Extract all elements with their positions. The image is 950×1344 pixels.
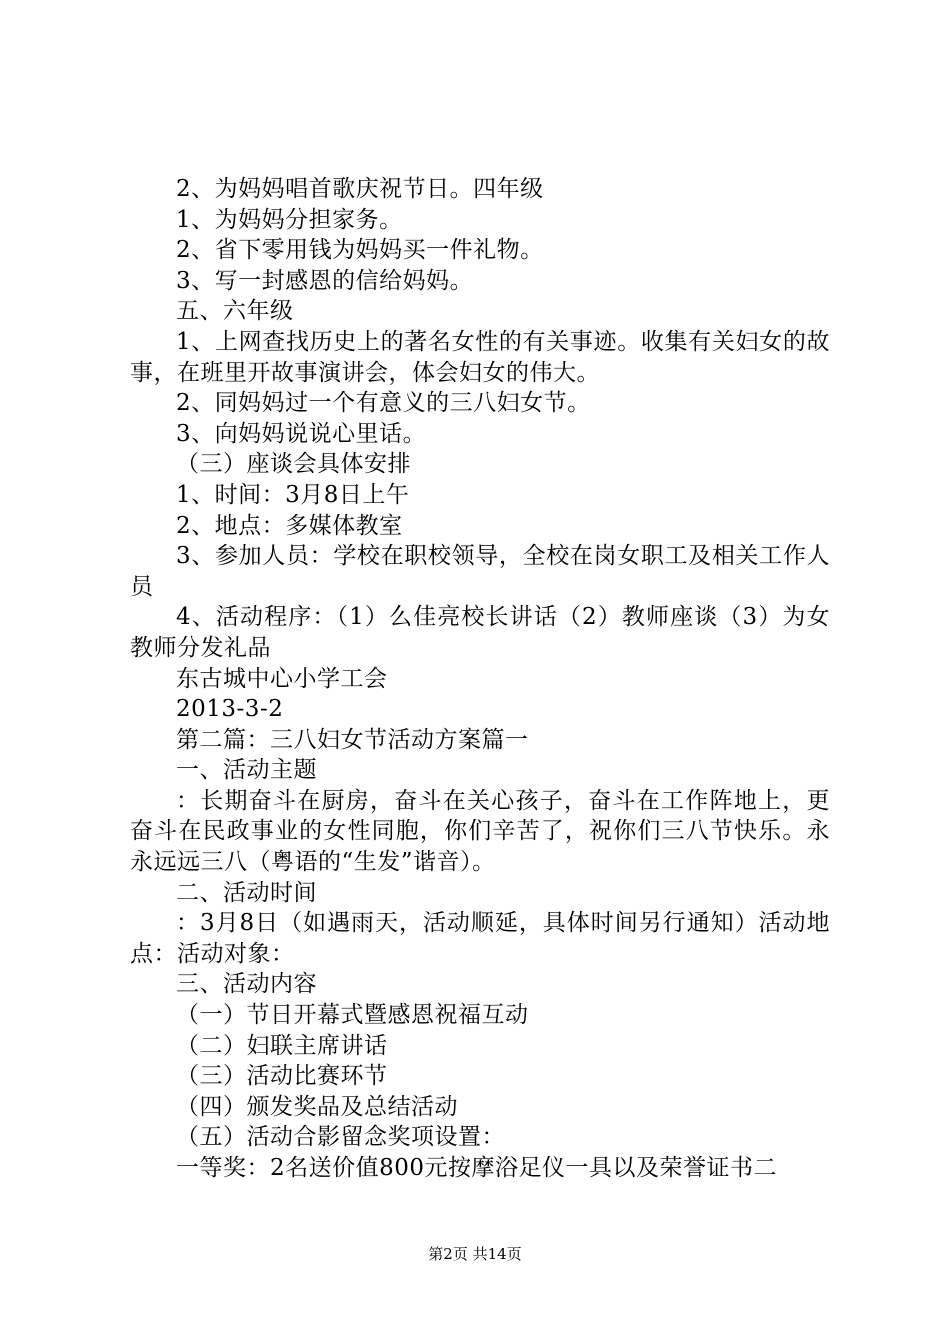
- paragraph: （一）节日开幕式暨感恩祝福互动: [176, 1002, 529, 1029]
- paragraph: （二）妇联主席讲话: [176, 1032, 388, 1059]
- paragraph: 3、写一封感恩的信给妈妈。: [176, 267, 474, 294]
- paragraph: 1、时间：3月8日上午: [176, 481, 410, 508]
- paragraph: 3、参加人员：学校在职校领导，全校在岗女职工及相关工作人员: [130, 543, 830, 600]
- paragraph: 二、活动时间: [176, 879, 317, 906]
- paragraph: 2、为妈妈唱首歌庆祝节日。四年级: [176, 176, 544, 202]
- paragraph: 第二篇：三八妇女节活动方案篇一: [176, 726, 529, 753]
- page-footer: [0, 1244, 950, 1264]
- page-number: 第2页 共14页: [428, 1245, 522, 1263]
- paragraph: ：长期奋斗在厨房，奋斗在关心孩子，奋斗在工作阵地上，更奋斗在民政事业的女性同胞，你们辛苦了，祝你们三八节快乐。永永远远三八（粤语的“生发”谐音）。: [130, 787, 830, 876]
- document-body: [130, 174, 830, 1184]
- paragraph: 4、活动程序：（1）么佳亮校长讲话（2）教师座谈（3）为女教师分发礼品: [130, 604, 830, 661]
- paragraph: 2013-3-2: [176, 696, 284, 723]
- paragraph: 一等奖：2名送价值800元按摩浴足仪一具以及荣誉证书二: [176, 1155, 778, 1181]
- paragraph: 2、地点：多媒体教室: [176, 512, 403, 539]
- paragraph: 一、活动主题: [176, 757, 317, 784]
- paragraph: 1、上网查找历史上的著名女性的有关事迹。收集有关妇女的故事，在班里开故事演讲会，体会妇女的伟大。: [130, 328, 830, 386]
- paragraph: （五）活动合影留念奖项设置：: [176, 1124, 505, 1151]
- paragraph: 东古城中心小学工会: [176, 665, 388, 692]
- paragraph: 3、向妈妈说说心里话。: [176, 420, 427, 447]
- paragraph: 五、六年级: [176, 298, 294, 325]
- paragraph: ：3月8日（如遇雨天，活动顺延，具体时间另行通知）活动地点：活动对象：: [130, 910, 830, 967]
- paragraph: （三）座谈会具体安排: [176, 451, 411, 478]
- paragraph: 三、活动内容: [176, 971, 317, 998]
- paragraph: 1、为妈妈分担家务。: [176, 206, 403, 233]
- paragraph: （四）颁发奖品及总结活动: [176, 1093, 458, 1120]
- paragraph: 2、省下零用钱为妈妈买一件礼物。: [176, 237, 544, 264]
- paragraph: 2、同妈妈过一个有意义的三八妇女节。: [176, 390, 591, 417]
- paragraph: （三）活动比赛环节: [176, 1063, 388, 1090]
